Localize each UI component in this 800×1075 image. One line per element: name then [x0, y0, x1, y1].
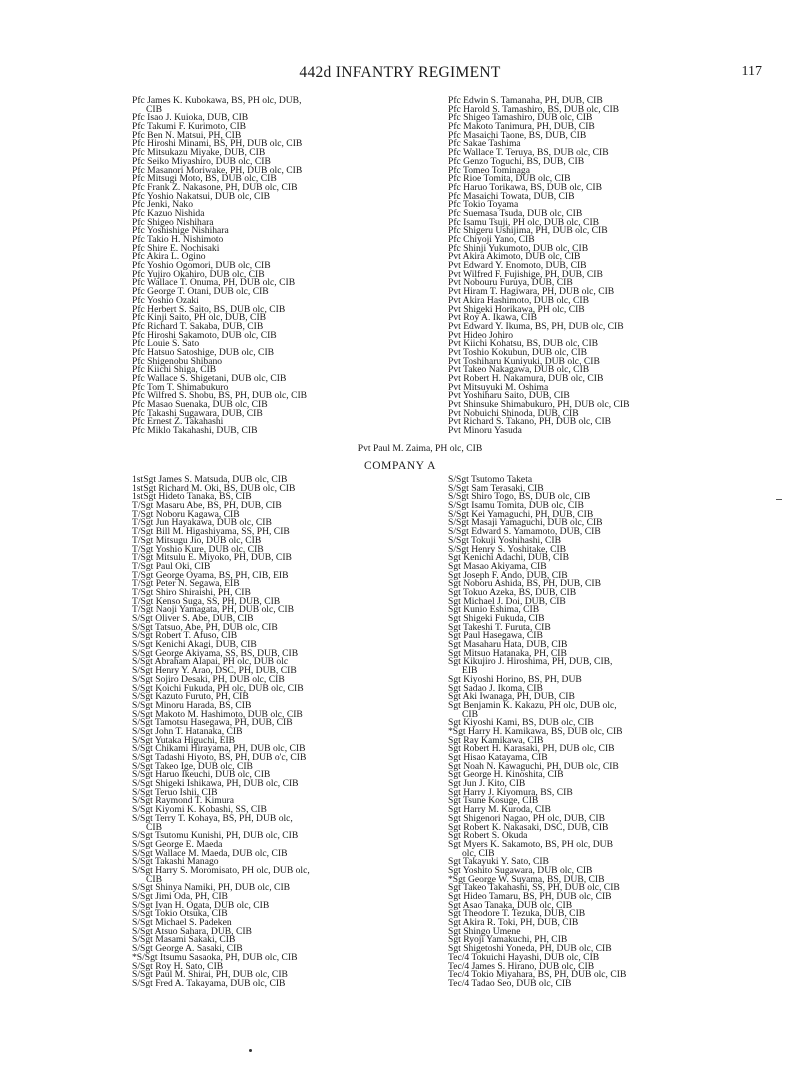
roster-entry: Pfc Kiichi Shiga, CIB: [132, 364, 217, 376]
roster-entry: Pfc Kazuo Nishida: [132, 207, 205, 219]
roster-entry: Pvt Nobuichi Shinoda, DUB, CIB: [448, 407, 579, 419]
roster-entry: Pfc Yoshio Ozaki: [132, 294, 199, 306]
roster-column-top-left: [132, 97, 452, 436]
roster-entry: Pfc Tomeo Tominaga: [448, 164, 530, 176]
roster-entry: Pfc Masanori Moriwake, PH, DUB olc, CIB: [132, 164, 303, 176]
roster-column-top-right: [448, 97, 768, 436]
roster-entry: T/Sgt George Oyama, BS, PH, CIB, EIB: [132, 569, 289, 581]
roster-entry: Pvt Mitsuyuki M. Oshima: [448, 381, 549, 393]
roster-entry: Sgt Kenichi Adachi, DUB, CIB: [448, 552, 569, 564]
roster-entry: *Sgt Harry H. Kamikawa, BS, DUB olc, CIB: [448, 725, 623, 737]
roster-entry: Sgt Kikujiro J. Hiroshima, PH, DUB, CIB,: [448, 656, 613, 668]
roster-entry: 1stSgt Hideto Tanaka, BS, CIB: [132, 491, 252, 503]
roster-entry: S/Sgt Isamu Tomita, DUB olc, CIB: [448, 500, 584, 512]
roster-entry: Pvt Edward Y. Enomoto, DUB, CIB: [448, 260, 587, 272]
roster-entry: S/Sgt Abraham Alapai, PH olc, DUB olc: [132, 656, 289, 668]
roster-entry: Sgt Jun J. Kito, CIB: [448, 778, 526, 790]
roster-entry: S/Sgt George A. Sasaki, CIB: [132, 943, 243, 955]
roster-entry: Sgt Noah N. Kawaguchi, PH, DUB olc, CIB: [448, 760, 619, 772]
roster-entry: Pfc Wallace S. Shigetani, DUB olc, CIB: [132, 373, 287, 384]
page-dot: [249, 1049, 252, 1052]
roster-entry: Pfc Richard T. Sakaba, DUB, CIB: [132, 320, 264, 332]
roster-entry: Pvt Robert H. Nakamura, DUB olc, CIB: [448, 373, 604, 384]
roster-entry: Pfc Ben N. Matsui, PH, CIB: [132, 129, 242, 141]
roster-entry: Tec/4 Tokuichi Hayashi, DUB olc, CIB: [448, 951, 600, 963]
roster-entry: S/Sgt John T. Hatanaka, CIB: [132, 725, 243, 737]
roster-entry: Sgt Harry J. Kiyomura, BS, CIB: [448, 786, 573, 798]
roster-entry: S/Sgt Paul M. Shirai, PH, DUB olc, CIB: [132, 969, 288, 981]
roster-entry: Sgt Hisao Katayama, CIB: [448, 752, 548, 763]
roster-entry: CIB: [146, 103, 162, 115]
roster-entry: Sgt Asao Tanaka, DUB olc, CIB: [448, 899, 573, 911]
roster-entry: 1stSgt Richard M. Oki, BS, DUB olc, CIB: [132, 482, 296, 494]
roster-entry: Sgt Akira R. Toki, PH, DUB, CIB: [448, 917, 579, 929]
roster-entry: Pfc Yujiro Okahiro, DUB olc, CIB: [132, 268, 265, 280]
roster-entry: Pvt Toshio Kokubun, DUB olc, CIB: [448, 346, 588, 358]
roster-entry: S/Sgt Chikami Hirayama, PH, DUB olc, CIB: [132, 743, 306, 755]
roster-entry: S/Sgt Koichi Fukuda, PH olc, DUB olc, CIB: [132, 682, 304, 694]
roster-entry: S/Sgt Wallace M. Maeda, DUB olc, CIB: [132, 847, 288, 859]
roster-entry: Sgt Robert H. Karasaki, PH, DUB olc, CIB: [448, 743, 615, 755]
roster-entry: Pfc Masaichi Taone, BS, DUB, CIB: [448, 129, 587, 141]
roster-entry: Pfc Yoshishige Nishihara: [132, 225, 229, 237]
roster-entry: Pvt Wilfred F. Fujishige, PH, DUB, CIB: [448, 268, 603, 280]
page-title: 442d INFANTRY REGIMENT: [299, 64, 501, 81]
roster-entry: Sgt Joseph F. Ando, DUB, CIB: [448, 569, 568, 581]
roster-entry: Sgt Kunio Eshima, CIB: [448, 604, 540, 616]
roster-entry: Pvt Takeo Nakagawa, DUB olc, CIB: [448, 364, 590, 376]
page-header: [0, 64, 800, 86]
roster-entry: Sgt Yoshito Sugawara, DUB olc, CIB: [448, 864, 593, 876]
roster-entry: Pfc Tokio Toyama: [448, 199, 519, 211]
roster-entry: Sgt Shigenori Nagao, PH olc, DUB, CIB: [448, 812, 605, 824]
roster-entry: T/Sgt Mitsugu Jio, DUB olc, CIB: [132, 534, 262, 546]
roster-entry: T/Sgt Naoji Yamagata, PH, DUB olc, CIB: [132, 604, 295, 616]
roster-entry: Pfc Mitsukazu Miyake, DUB, CIB: [132, 147, 266, 159]
roster-entry: Sgt Shigetoshi Yoneda, PH, DUB olc, CIB: [448, 943, 612, 955]
roster-entry: Sgt Takeo Takahashi, SS, PH, DUB olc, CIB: [448, 882, 620, 894]
roster-entry: Pfc Isamu Tsuji, PH olc, DUB olc, CIB: [448, 216, 600, 228]
roster-entry: Pfc Makoto Tanimura, PH, DUB, CIB: [448, 121, 595, 133]
roster-entry: S/Sgt Tsutomu Kunishi, PH, DUB olc, CIB: [132, 830, 299, 842]
roster-entry: T/Sgt Kenso Suga, SS, PH, DUB, CIB: [132, 595, 281, 607]
roster-entry: Sgt Sadao J. Ikoma, CIB: [448, 682, 543, 694]
roster-entry: S/Sgt Teruo Ishii, CIB: [132, 786, 218, 798]
roster-entry: Pfc Isao J. Kuioka, DUB, CIB: [132, 112, 249, 124]
roster-entry: Pfc Seiko Miyashiro, DUB olc, CIB: [132, 155, 271, 167]
roster-entry: Pvt Nobouru Furuya, DUB, CIB: [448, 277, 573, 289]
roster-entry: Pfc Kinji Saito, PH olc, DUB, CIB: [132, 312, 267, 324]
roster-entry: Pfc Shigenobu Shibano: [132, 355, 223, 367]
roster-entry: T/Sgt Bill M. Higashiyama, SS, PH, CIB: [132, 526, 290, 538]
roster-entry: Pfc Shigeru Ushijima, PH, DUB olc, CIB: [448, 225, 608, 237]
roster-entry: Pvt Akira Akimoto, DUB olc, CIB: [448, 251, 581, 263]
roster-entry: S/Sgt Sam Terasaki, CIB: [448, 482, 544, 494]
roster-entry: S/Sgt Raymond T. Kimura: [132, 795, 234, 807]
roster-entry: Pfc Ernest Z. Takahashi: [132, 416, 224, 428]
roster-entry: S/Sgt Jimi Oda, PH, CIB: [132, 891, 228, 902]
roster-entry: Pfc Hatsuo Satoshige, DUB olc, CIB: [132, 346, 275, 358]
roster-entry: Pfc Hiroshi Sakamoto, DUB olc, CIB: [132, 329, 277, 341]
roster-entry: S/Sgt Robert T. Afuso, CIB: [132, 630, 238, 642]
roster-entry: S/Sgt Kazuto Furuto, PH, CIB: [132, 691, 249, 703]
roster-entry: 1stSgt James S. Matsuda, DUB olc, CIB: [132, 474, 288, 485]
roster-entry: Tec/4 James S. Hirano, DUB olc, CIB: [448, 960, 595, 972]
roster-entry: Pfc George T. Otani, DUB olc, CIB: [132, 286, 269, 298]
roster-entry: Pvt Richard S. Takano, PH, DUB olc, CIB: [448, 416, 612, 428]
roster-entry: Sgt Masao Akiyama, CIB: [448, 560, 547, 572]
roster-entry: Pfc Herbert S. Saito, BS, DUB olc, CIB: [132, 303, 286, 315]
roster-entry: S/Sgt Henry Y. Arao, DSC, PH, DUB, CIB: [132, 665, 297, 677]
roster-entry: S/Sgt Kei Yamaguchi, PH, DUB, CIB: [448, 508, 594, 520]
roster-entry: S/Sgt Ivan H. Ogata, DUB olc, CIB: [132, 899, 270, 911]
roster-entry: Sgt Theodore T. Tezuka, DUB, CIB: [448, 908, 586, 920]
roster-entry: Pfc Takio H. Nishimoto: [132, 234, 224, 245]
roster-entry: T/Sgt Masaru Abe, BS, PH, DUB, CIB: [132, 500, 282, 512]
roster-entry: Sgt Takayuki Y. Sato, CIB: [448, 856, 549, 868]
roster-entry: Sgt Tokuo Azeka, BS, DUB, CIB: [448, 586, 577, 598]
roster-entry: Sgt Myers K. Sakamoto, BS, PH olc, DUB: [448, 838, 613, 850]
roster-entry: S/Sgt Tokuji Yoshihashi, CIB: [448, 534, 561, 546]
roster-entry: Pfc Wallace T. Onuma, PH, DUB olc, CIB: [132, 277, 296, 289]
roster-entry: Sgt Ray Kamikawa, CIB: [448, 734, 544, 746]
roster-entry: Pfc Shigeo Nishihara: [132, 216, 214, 228]
roster-entry: olc, CIB: [462, 847, 495, 859]
roster-entry: Sgt Paul Hasegawa, CIB: [448, 630, 543, 642]
roster-entry: S/Sgt Tsutomo Taketa: [448, 474, 533, 485]
roster-entry: Pvt Hiram T. Hagiwara, PH, DUB olc, CIB: [448, 286, 615, 298]
roster-entry: Pvt Roy A. Ikawa, CIB: [448, 312, 538, 324]
roster-entry: S/Sgt Roy H. Sato, CIB: [132, 960, 224, 972]
roster-entry: Pfc Yoshio Nakatsui, DUB olc, CIB: [132, 190, 271, 202]
roster-entry: S/Sgt Shinya Namiki, PH, DUB olc, CIB: [132, 882, 291, 894]
roster-entry: Sgt Harry M. Kuroda, CIB: [448, 804, 551, 816]
roster-entry: Sgt Robert S. Okuda: [448, 830, 528, 842]
roster-column-company-left: [132, 476, 452, 989]
roster-entry: Pfc Miklo Takahashi, DUB, CIB: [132, 425, 258, 437]
roster-entry: Pfc Masaichi Towata, DUB, CIB: [448, 190, 575, 202]
roster-entry: Pfc Takumi F. Kurimoto, CIB: [132, 121, 247, 133]
roster-entry: S/Sgt Atsuo Sahara, DUB, CIB: [132, 925, 252, 937]
roster-entry: *Sgt George W. Suyama, BS, DUB, CIB: [448, 873, 605, 885]
roster-entry: Sgt Shingo Umene: [448, 925, 521, 937]
roster-entry: S/Sgt Harry S. Moromisato, PH olc, DUB olc,: [132, 864, 310, 876]
roster-entry: Pfc Masao Suenaka, DUB olc, CIB: [132, 399, 268, 411]
roster-entry: S/Sgt Shigeki Ishikawa, PH, DUB olc, CIB: [132, 778, 299, 790]
roster-entry: Pfc Jenki, Nako: [132, 199, 194, 211]
roster-entry: T/Sgt Peter N. Segawa, EIB: [132, 578, 240, 590]
roster-entry: Sgt Kiyoshi Kami, BS, DUB olc, CIB: [448, 717, 594, 729]
roster-entry: Pfc Akira L. Ogino: [132, 251, 206, 263]
roster-entry: Tec/4 Tokio Miyahara, BS, PH, DUB olc, CIB: [448, 969, 627, 981]
roster-entry: Pfc Genzo Toguchi, BS, DUB, CIB: [448, 155, 585, 167]
roster-entry: Pfc Tom T. Shimabukuro: [132, 381, 229, 393]
roster-entry: Pvt Toshiharu Kuniyuki, DUB olc, CIB: [448, 355, 600, 367]
roster-entry: Pfc Rioe Tomita, DUB olc, CIB: [448, 173, 571, 185]
roster-entry: Pfc Suemasa Tsuda, DUB olc, CIB: [448, 207, 583, 219]
roster-entry: EIB: [462, 665, 478, 677]
roster-entry: S/Sgt Tamotsu Hasegawa, PH, DUB, CIB: [132, 717, 293, 729]
roster-entry: Sgt Masaharu Hata, DUB, CIB: [448, 639, 568, 651]
roster-entry: Sgt Benjamin K. Kakazu, PH olc, DUB olc,: [448, 699, 617, 711]
roster-entry: S/Sgt Terry T. Kohaya, BS, PH, DUB olc,: [132, 812, 293, 824]
roster-entry: Sgt George H. Kinoshita, CIB: [448, 769, 564, 781]
margin-mark: [776, 499, 782, 500]
centered-roster-entry: [0, 443, 800, 454]
roster-entry: S/Sgt Edward S. Yamamoto, DUB, CIB: [448, 526, 601, 538]
roster-column-company-right: [448, 476, 768, 989]
roster-entry: Pfc James K. Kubokawa, BS, PH olc, DUB,: [132, 95, 302, 106]
roster-entry: Pvt Yoshiharu Saito, DUB, CIB: [448, 390, 570, 402]
roster-entry: S/Sgt George Akiyama, SS, BS, DUB, CIB: [132, 647, 299, 659]
roster-entry: Sgt Robert K. Nakasaki, DSC, DUB, CIB: [448, 821, 609, 833]
section-heading: COMPANY A: [364, 460, 436, 472]
roster-entry: S/Sgt Tatsuo, Abe, PH, DUB olc, CIB: [132, 621, 278, 633]
roster-entry: Pfc Wilfred S. Shobu, BS, PH, DUB olc, CIB: [132, 390, 308, 402]
roster-entry: Pfc Louie S. Sato: [132, 338, 200, 350]
page-number: 117: [741, 64, 762, 79]
roster-entry: Pfc Frank Z. Nakasone, PH, DUB olc, CIB: [132, 181, 298, 193]
roster-entry: S/Sgt Tadashi Hiyoto, BS, PH, DUB o'c, CIB: [132, 752, 307, 763]
roster-entry: Pvt Minoru Yasuda: [448, 425, 522, 437]
roster-entry: S/Sgt Yutaka Higuchi, EIB: [132, 734, 236, 746]
roster-entry: S/Sgt Masami Sakaki, CIB: [132, 934, 236, 946]
roster-entry: T/Sgt Noboru Kagawa, CIB: [132, 508, 240, 520]
roster-entry: S/Sgt Sojiro Desaki, PH, DUB olc, CIB: [132, 673, 285, 685]
roster-entry: Sgt Tsune Kosuge, CIB: [448, 795, 539, 807]
roster-entry: S/Sgt Tokio Otsuka, CIB: [132, 908, 228, 920]
roster-entry: Sgt Noboru Ashida, BS, PH, DUB, CIB: [448, 578, 601, 590]
roster-entry: Sgt Michael J. Doi, DUB, CIB: [448, 595, 566, 607]
roster-entry: *S/Sgt Itsumu Sasaoka, PH, DUB olc, CIB: [132, 951, 298, 963]
roster-entry: T/Sgt Shiro Shiraishi, PH, CIB: [132, 586, 251, 598]
roster-entry: S/Sgt Michael S. Padeken: [132, 917, 232, 929]
roster-entry: S/Sgt Makoto M. Hashimoto, DUB olc, CIB: [132, 708, 303, 720]
roster-entry: S/Sgt Takashi Manago: [132, 856, 219, 868]
roster-entry: Pfc Edwin S. Tamanaha, PH, DUB, CIB: [448, 95, 603, 106]
roster-entry: Tec/4 Tadao Seo, DUB olc, CIB: [448, 977, 572, 989]
roster-entry: Pvt Hideo Johiro: [448, 329, 514, 341]
roster-entry: Pvt Shinsuke Shimabukuro, PH, DUB olc, CIB: [448, 399, 630, 411]
roster-entry: T/Sgt Paul Oki, CIB: [132, 560, 211, 572]
roster-entry: Pfc Wallace T. Teruya, BS, DUB olc, CIB: [448, 147, 609, 159]
roster-entry: S/Sgt Kiyomi K. Kobashi, SS, CIB: [132, 804, 267, 816]
roster-entry: Pfc Harold S. Tamashiro, BS, DUB olc, CIB: [448, 103, 620, 115]
roster-entry: Pfc Mitsugi Moto, BS, DUB olc, CIB: [132, 173, 277, 185]
roster-entry: Pvt Kiichi Kohatsu, BS, DUB olc, CIB: [448, 338, 599, 350]
roster-entry: S/Sgt Haruo Ikeuchi, DUB olc, CIB: [132, 769, 271, 781]
roster-entry: S/Sgt Minoru Harada, BS, CIB: [132, 699, 252, 711]
roster-entry: CIB: [146, 821, 162, 833]
roster-entry: S/Sgt Fred A. Takayama, DUB olc, CIB: [132, 977, 286, 989]
roster-entry: Pvt Shigeki Horikawa, PH olc, CIB: [448, 303, 585, 315]
roster-entry-text: Pvt Paul M. Zaima, PH olc, CIB: [357, 443, 483, 454]
roster-entry: CIB: [146, 873, 162, 885]
roster-entry: S/Sgt Kenichi Akagi, DUB, CIB: [132, 639, 257, 651]
roster-entry: Pvt Akira Hashimoto, DUB olc, CIB: [448, 294, 589, 306]
roster-entry: Pfc Hiroshi Minami, BS, PH, DUB olc, CIB: [132, 138, 303, 150]
roster-entry: T/Sgt Yoshio Kure, DUB olc, CIB: [132, 543, 264, 555]
roster-entry: Sgt Hideo Tamaru, BS, PH, DUB olc, CIB: [448, 891, 612, 902]
roster-entry: CIB: [462, 708, 478, 720]
roster-entry: S/Sgt Masaji Yamaguchi, DUB olc, CIB: [448, 517, 603, 529]
roster-entry: S/Sgt Oliver S. Abe, DUB, CIB: [132, 613, 254, 624]
roster-entry: Pfc Takashi Sugawara, DUB, CIB: [132, 407, 263, 419]
roster-entry: Pfc Shire E. Nochisaki: [132, 242, 220, 254]
roster-entry: Sgt Mitsuo Hatanaka, PH, CIB: [448, 647, 567, 659]
roster-entry: Pfc Shigeo Tamashiro, DUB olc, CIB: [448, 112, 593, 124]
roster-entry: Sgt Shigeki Fukuda, CIB: [448, 613, 545, 624]
roster-entry: Pfc Sakae Tashima: [448, 138, 521, 150]
roster-entry: Sgt Kiyoshi Horino, BS, PH, DUB: [448, 673, 582, 685]
roster-entry: Sgt Ryoji Yamakuchi, PH, CIB: [448, 934, 568, 946]
roster-entry: S/Sgt Takeo Ige, DUB olc, CIB: [132, 760, 253, 772]
roster-entry: Pfc Yoshio Ogomori, DUB olc, CIB: [132, 260, 271, 272]
roster-entry: T/Sgt Mitsulu E. Miyoko, PH, DUB, CIB: [132, 552, 292, 564]
roster-entry: Sgt Takeshi T. Furuta, CIB: [448, 621, 551, 633]
roster-entry: Sgt Aki Iwanaga, PH, DUB, CIB: [448, 691, 575, 703]
roster-entry: S/Sgt George E. Maeda: [132, 838, 223, 850]
roster-entry: S/Sgt Henry S. Yoshitake, CIB: [448, 543, 567, 555]
roster-entry: Pfc Haruo Torikawa, BS, DUB olc, CIB: [448, 181, 602, 193]
roster-entry: Pvt Edward Y. Ikuma, BS, PH, DUB olc, CIB: [448, 320, 624, 332]
roster-entry: Pfc Chiyoji Yano, CIB: [448, 234, 535, 245]
roster-entry: Pfc Shinji Yukumoto, DUB olc, CIB: [448, 242, 589, 254]
roster-entry: S/Sgt Shiro Togo, BS, DUB olc, CIB: [448, 491, 591, 503]
roster-entry: T/Sgt Jun Hayakawa, DUB olc, CIB: [132, 517, 272, 529]
